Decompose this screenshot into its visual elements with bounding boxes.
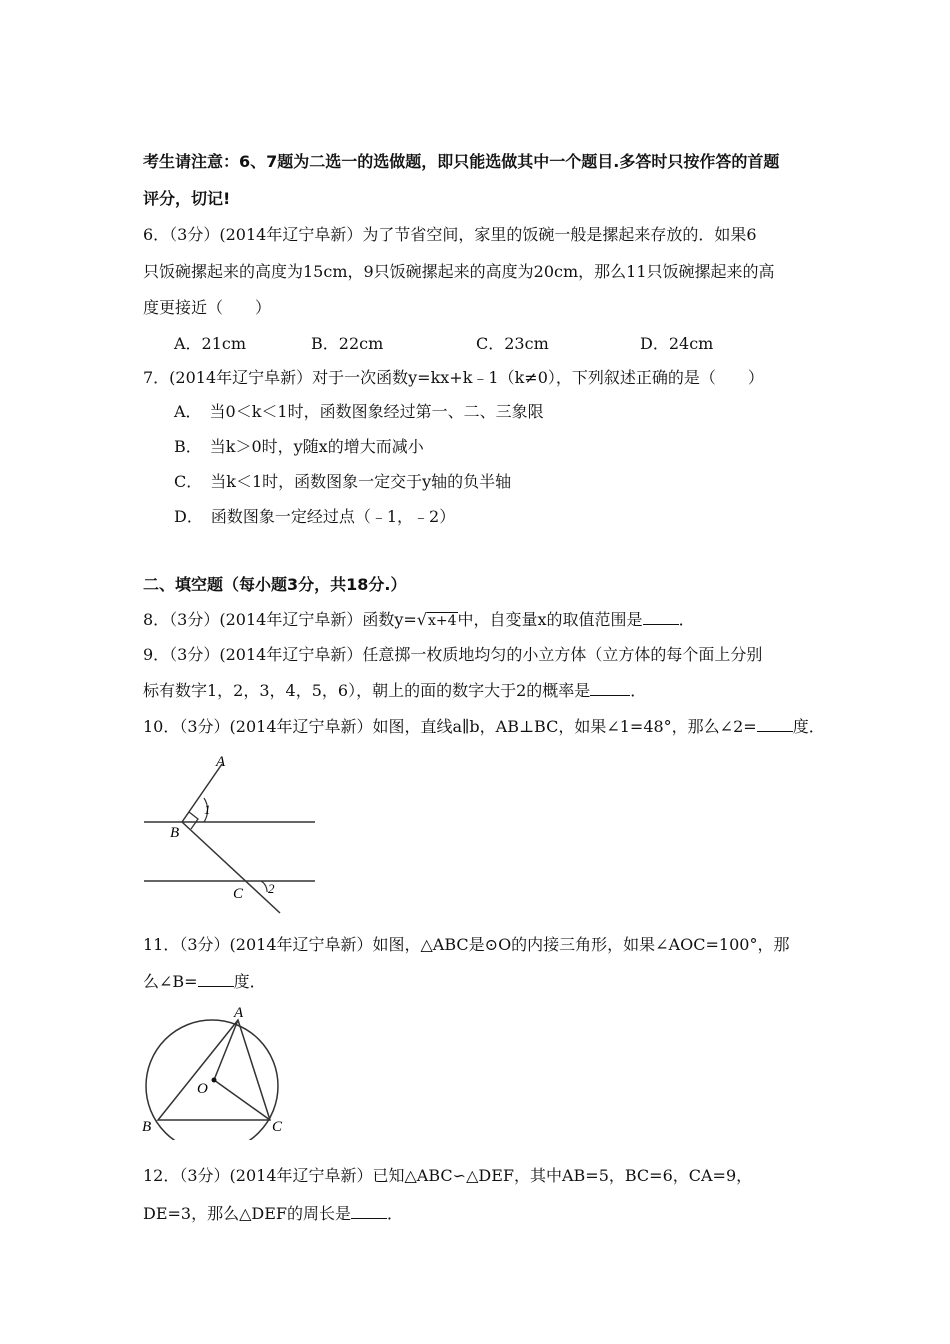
q8-sqrt: √x+4 <box>416 610 457 629</box>
q12-line-2 <box>143 1204 403 1224</box>
ray-bc <box>182 822 280 913</box>
segment-oc <box>214 1080 270 1120</box>
q10-line <box>143 717 825 737</box>
label-2: 2 <box>268 881 275 896</box>
label-c: C <box>233 886 244 902</box>
q8-line <box>143 610 695 631</box>
label-o: O <box>197 1081 208 1097</box>
label-b: B <box>170 825 180 841</box>
q11-line-2-text: 么∠B= <box>143 972 198 991</box>
q11-line-1: 11．（3分）(2014年辽宁阜新）如图，△ABC是⊙O的内接三角形，如果∠AOC=100°，那 <box>143 935 790 954</box>
notice-line-1: 考生请注意：6、7题为二选一的选做题，即只能选做其中一个题目.多答时只按作答的首题 <box>143 152 780 171</box>
label-1: 1 <box>204 802 211 817</box>
q8-end: ． <box>678 610 695 629</box>
q11-blank <box>198 972 234 987</box>
q10-blank <box>757 717 793 732</box>
q6-line-1: 6．（3分）(2014年辽宁阜新）为了节省空间，家里的饭碗一般是摞起来存放的．如果6 <box>143 225 757 244</box>
q8-suffix: 中，自变量x的取值范围是 <box>457 610 643 629</box>
q8-radicand: x+4 <box>427 613 457 629</box>
q7-stem: 7．(2014年辽宁阜新）对于一次函数y=kx+k﹣1（k≠0），下列叙述正确的是（ ） <box>143 368 764 387</box>
right-angle-mark <box>189 812 198 829</box>
q10-figure <box>140 750 325 920</box>
q9-blank <box>590 681 630 696</box>
q9-line-2 <box>143 681 646 701</box>
label-a: A <box>216 754 226 770</box>
section-2-title: 二、填空题（每小题3分，共18分.） <box>143 575 407 594</box>
q6-line-3: 度更接近（ ） <box>143 298 272 317</box>
segment-oa <box>214 1020 238 1080</box>
q12-blank <box>351 1204 387 1219</box>
q11-figure <box>138 1000 298 1140</box>
center-point <box>212 1078 217 1083</box>
q6-option-c: C．23cm <box>476 334 549 353</box>
q9-line-2-text: 标有数字1，2，3，4，5，6），朝上的面的数字大于2的概率是 <box>143 681 591 700</box>
q12-end: ． <box>387 1204 404 1223</box>
q7-option-a: A． 当0＜k＜1时，函数图象经过第一、二、三象限 <box>174 402 544 421</box>
q8-prefix: 8．（3分）(2014年辽宁阜新）函数y= <box>143 610 417 629</box>
q10-end: 度． <box>792 717 825 736</box>
angle-2-arc <box>261 881 267 892</box>
q10-text: 10．（3分）(2014年辽宁阜新）如图，直线a∥b，AB⊥BC，如果∠1=48°，那么∠2= <box>143 717 757 736</box>
q7-option-d: D． 函数图象一定经过点（﹣1，﹣2） <box>174 507 456 526</box>
ray-ba <box>182 764 222 822</box>
q12-line-1: 12．（3分）(2014年辽宁阜新）已知△ABC∽△DEF，其中AB=5，BC=6，CA=9， <box>143 1166 753 1185</box>
q11-line-2 <box>143 972 266 992</box>
label-b: B <box>142 1119 152 1135</box>
q11-end: 度． <box>233 972 266 991</box>
label-a: A <box>234 1005 244 1021</box>
q6-option-b: B．22cm <box>311 334 384 353</box>
q6-option-d: D．24cm <box>640 334 714 353</box>
q8-blank <box>643 610 679 625</box>
q12-line-2-text: DE=3，那么△DEF的周长是 <box>143 1204 352 1223</box>
label-c: C <box>272 1119 283 1135</box>
q6-line-2: 只饭碗摞起来的高度为15cm，9只饭碗摞起来的高度为20cm，那么11只饭碗摞起来的高 <box>143 262 775 281</box>
notice-line-2: 评分，切记! <box>143 189 231 208</box>
q7-option-b: B． 当k＞0时，y随x的增大而减小 <box>174 437 424 456</box>
q6-option-a: A．21cm <box>174 334 247 353</box>
q9-end: ． <box>630 681 647 700</box>
q7-option-c: C． 当k＜1时，函数图象一定交于y轴的负半轴 <box>174 472 512 491</box>
q9-line-1: 9．（3分）(2014年辽宁阜新）任意掷一枚质地均匀的小立方体（立方体的每个面上分别 <box>143 645 763 664</box>
